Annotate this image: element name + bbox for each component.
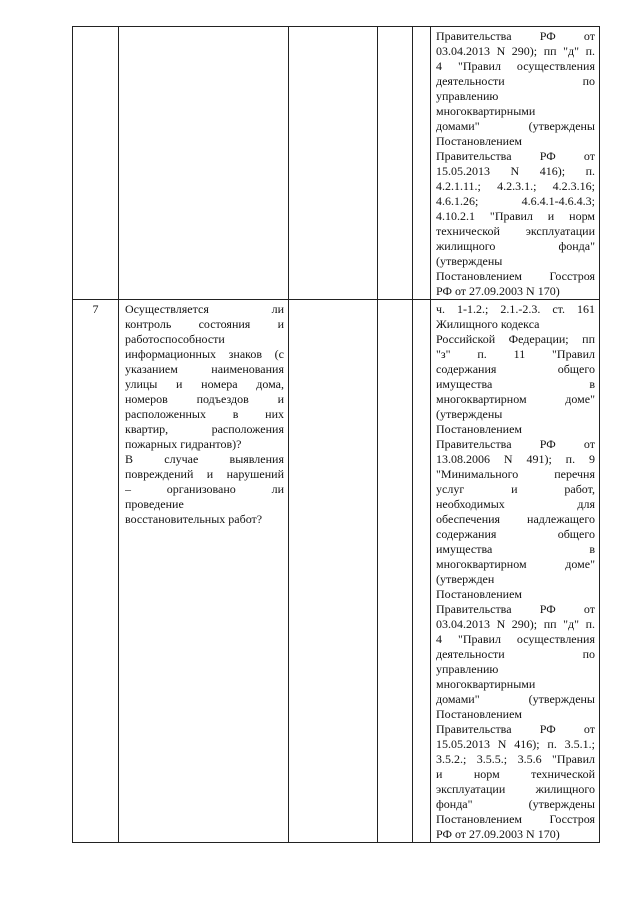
table-row <box>73 300 600 843</box>
empty-cell <box>413 27 431 300</box>
text-line: и норм технической <box>436 767 595 781</box>
text-line: квартир, расположения <box>125 422 284 436</box>
text-line: (утверждены <box>436 407 503 421</box>
text-line: (утвержден <box>436 572 495 586</box>
empty-cell <box>289 27 378 300</box>
text-line: 3.5.2.; 3.5.5.; 3.5.6 "Правил <box>436 752 595 766</box>
table-row <box>73 27 600 300</box>
text-line: имущества в <box>436 542 595 556</box>
text-line: Осуществляется ли <box>125 302 284 316</box>
text-line: "з" п. 11 "Правил <box>436 347 595 361</box>
text-line: обеспечения надлежащего <box>436 512 595 526</box>
text-line: – организовано ли <box>125 482 284 496</box>
row-number-cell: 7 <box>73 300 119 843</box>
text-line: Правительства РФ от <box>436 29 595 43</box>
text-line: технической эксплуатации <box>436 224 595 238</box>
text-line: услуг и работ, <box>436 482 595 496</box>
text-line: проведение <box>125 497 184 511</box>
text-line: деятельности по <box>436 647 595 661</box>
text-line: работоспособности <box>125 332 225 346</box>
text-line: контроль состояния и <box>125 317 284 331</box>
text-line: многоквартирными <box>436 104 536 118</box>
text-line: необходимых для <box>436 497 595 511</box>
text-line: деятельности по <box>436 74 595 88</box>
text-line: многоквартирном доме" <box>436 392 595 406</box>
text-line: 4.2.1.11.; 4.2.3.1.; 4.2.3.16; <box>436 179 595 193</box>
text-line: управлению <box>436 89 499 103</box>
text-line: многоквартирном доме" <box>436 557 595 571</box>
text-line: (утверждены <box>436 254 503 268</box>
text-line: 4 "Правил осуществления <box>436 59 595 73</box>
text-line: 03.04.2013 N 290); пп "д" п. <box>436 44 595 58</box>
text-line: 4.6.1.26; 4.6.4.1-4.6.4.3; <box>436 194 595 208</box>
row-number-cell <box>73 27 119 300</box>
text-line: Правительства РФ от <box>436 602 595 616</box>
text-line: В случае выявления <box>125 452 284 466</box>
text-line: 13.08.2006 N 491); п. 9 <box>436 452 595 466</box>
text-line: Постановлением Госстроя <box>436 812 595 826</box>
text-line: имущества в <box>436 377 595 391</box>
text-line: информационных знаков (с <box>125 347 284 361</box>
text-line: номеров подъездов и <box>125 392 284 406</box>
text-line: повреждений и нарушений <box>125 467 284 481</box>
text-line: содержания общего <box>436 362 595 376</box>
text-line: восстановительных работ? <box>125 512 263 526</box>
text-line: 15.05.2013 N 416); п. 3.5.1.; <box>436 737 595 751</box>
text-line: РФ от 27.09.2003 N 170) <box>436 284 560 298</box>
text-line: Постановлением Госстроя <box>436 269 595 283</box>
text-line: жилищного фонда" <box>436 239 595 253</box>
text-line: Постановлением <box>436 587 523 601</box>
text-line: Правительства РФ от <box>436 722 595 736</box>
question-cell <box>119 27 289 300</box>
text-line: 15.05.2013 N 416); п. <box>436 164 595 178</box>
text-line: пожарных гидрантов)? <box>125 437 242 451</box>
text-line: 4 "Правил осуществления <box>436 632 595 646</box>
empty-cell <box>413 300 431 843</box>
text-line: "Минимального перечня <box>436 467 595 481</box>
legal-reference-cell <box>431 300 600 843</box>
text-line: домами" (утверждены <box>436 119 595 133</box>
empty-cell <box>289 300 378 843</box>
legal-reference-cell <box>431 27 600 300</box>
text-line: фонда" (утверждены <box>436 797 595 811</box>
text-line: домами" (утверждены <box>436 692 595 706</box>
text-line: Правительства РФ от <box>436 149 595 163</box>
text-line: 4.10.2.1 "Правил и норм <box>436 209 595 223</box>
empty-cell <box>378 27 413 300</box>
text-line: Жилищного кодекса <box>436 317 540 331</box>
text-line: ч. 1-1.2.; 2.1.-2.3. ст. 161 <box>436 302 595 316</box>
empty-cell <box>378 300 413 843</box>
text-line: расположенных в них <box>125 407 284 421</box>
text-line: улицы и номера дома, <box>125 377 284 391</box>
checklist-table <box>72 26 600 843</box>
text-line: Российской Федерации; пп <box>436 332 595 346</box>
text-line: эксплуатации жилищного <box>436 782 595 796</box>
question-cell <box>119 300 289 843</box>
text-line: Постановлением <box>436 422 523 436</box>
text-line: многоквартирными <box>436 677 536 691</box>
text-line: Постановлением <box>436 707 523 721</box>
text-line: указанием наименования <box>125 362 284 376</box>
text-line: Правительства РФ от <box>436 437 595 451</box>
text-line: управлению <box>436 662 499 676</box>
text-line: Постановлением <box>436 134 523 148</box>
text-line: 03.04.2013 N 290); пп "д" п. <box>436 617 595 631</box>
text-line: содержания общего <box>436 527 595 541</box>
text-line: РФ от 27.09.2003 N 170) <box>436 827 560 841</box>
